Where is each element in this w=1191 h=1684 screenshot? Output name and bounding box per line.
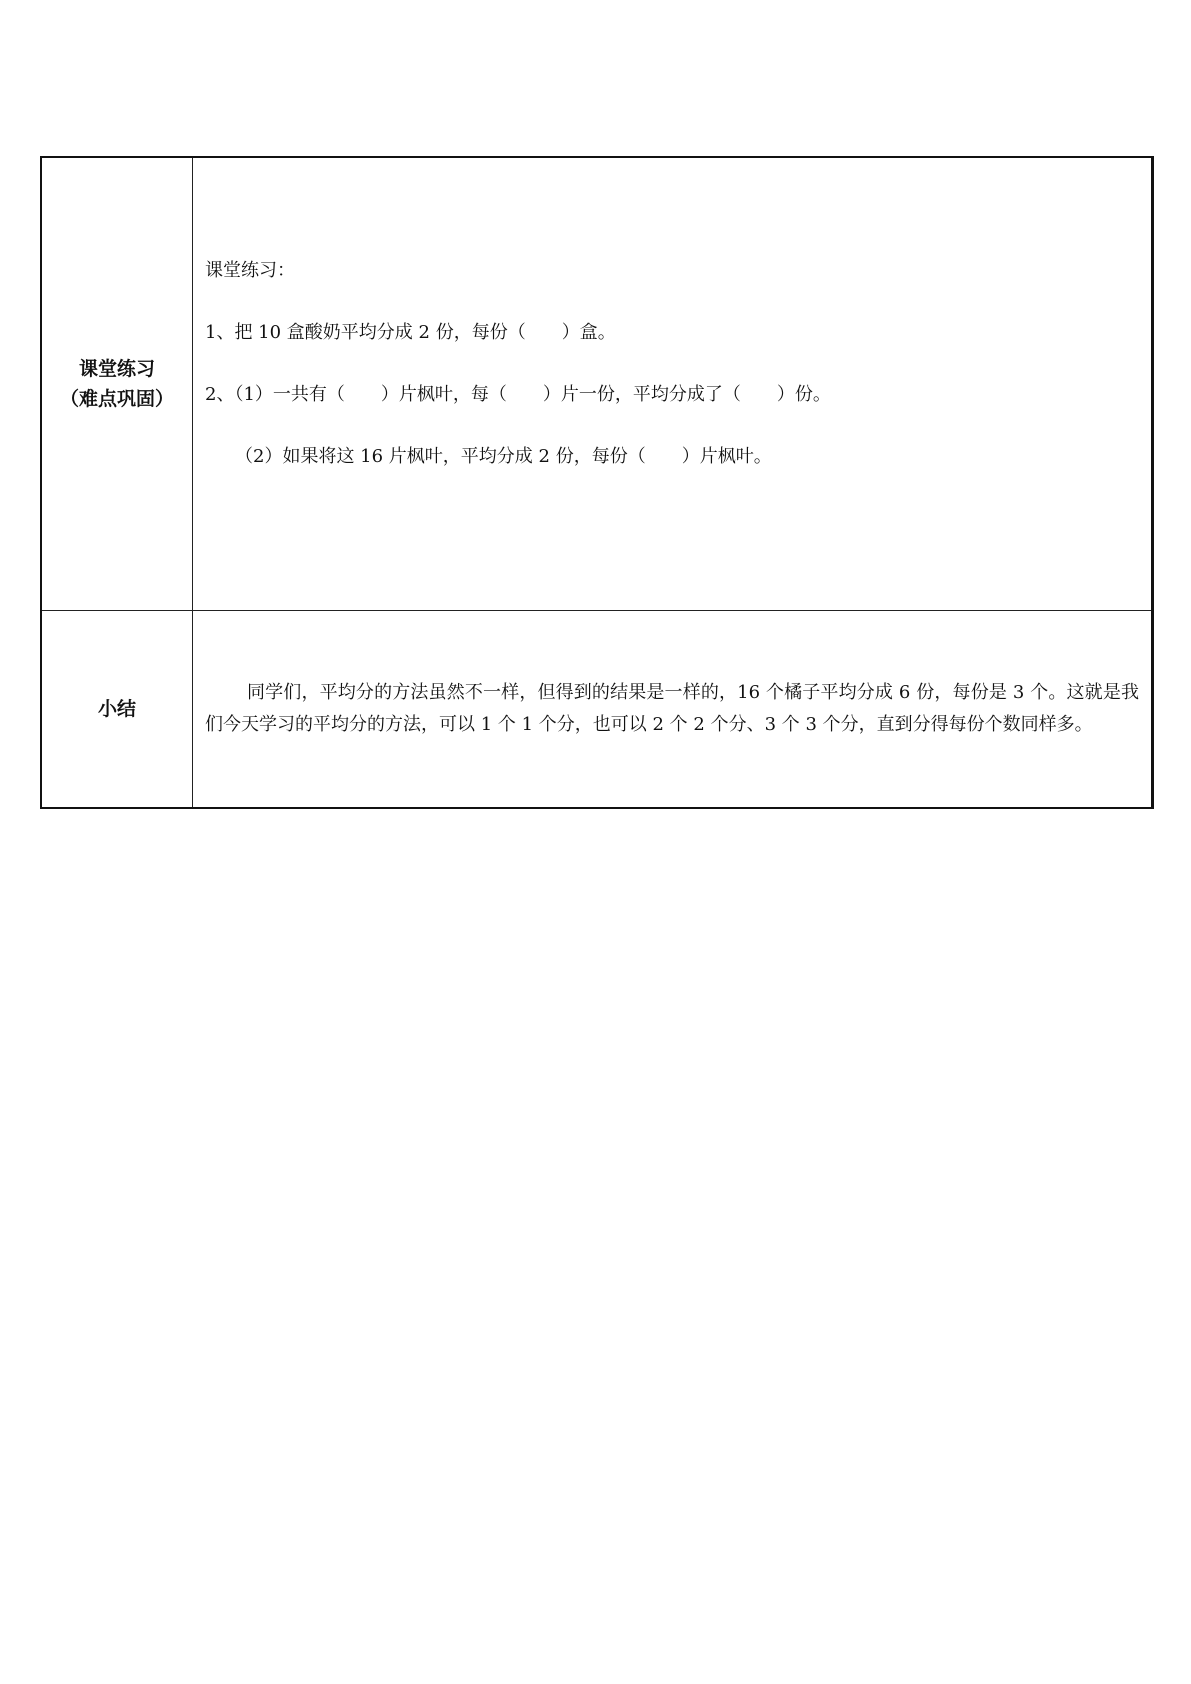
practice-content [193,158,1151,610]
summary-label-cell [41,611,193,808]
summary-content-cell [193,611,1153,808]
practice-heading: 课堂练习： [205,260,295,281]
practice-label-cell [41,157,193,611]
question-2-part-2: （2）如果将这 16 片枫叶，平均分成 2 份，每份（ ）片枫叶。 [235,446,772,467]
practice-row [41,157,1153,611]
practice-content-cell [193,157,1153,611]
practice-label-title: 课堂练习 [78,358,155,380]
summary-label: 小结 [97,697,136,720]
practice-label-subtitle: （难点巩固） [59,388,174,410]
question-1: 1、把 10 盒酸奶平均分成 2 份，每份（ ）盒。 [205,322,616,343]
summary-row [41,611,1153,808]
summary-text: 同学们，平均分的方法虽然不一样，但得到的结果是一样的，16 个橘子平均分成 6 份，每份是 3 个。这就是我们今天学习的平均分的方法，可以 1 个 1 个分，也可以 2 个 2 个分、3 个 3 个分，直到分得每份个数同样多。 [205,681,1139,735]
lesson-plan-table [40,156,1154,809]
question-2-part-1: 2、（1）一共有（ ）片枫叶，每（ ）片一份，平均分成了（ ）份。 [205,384,831,405]
